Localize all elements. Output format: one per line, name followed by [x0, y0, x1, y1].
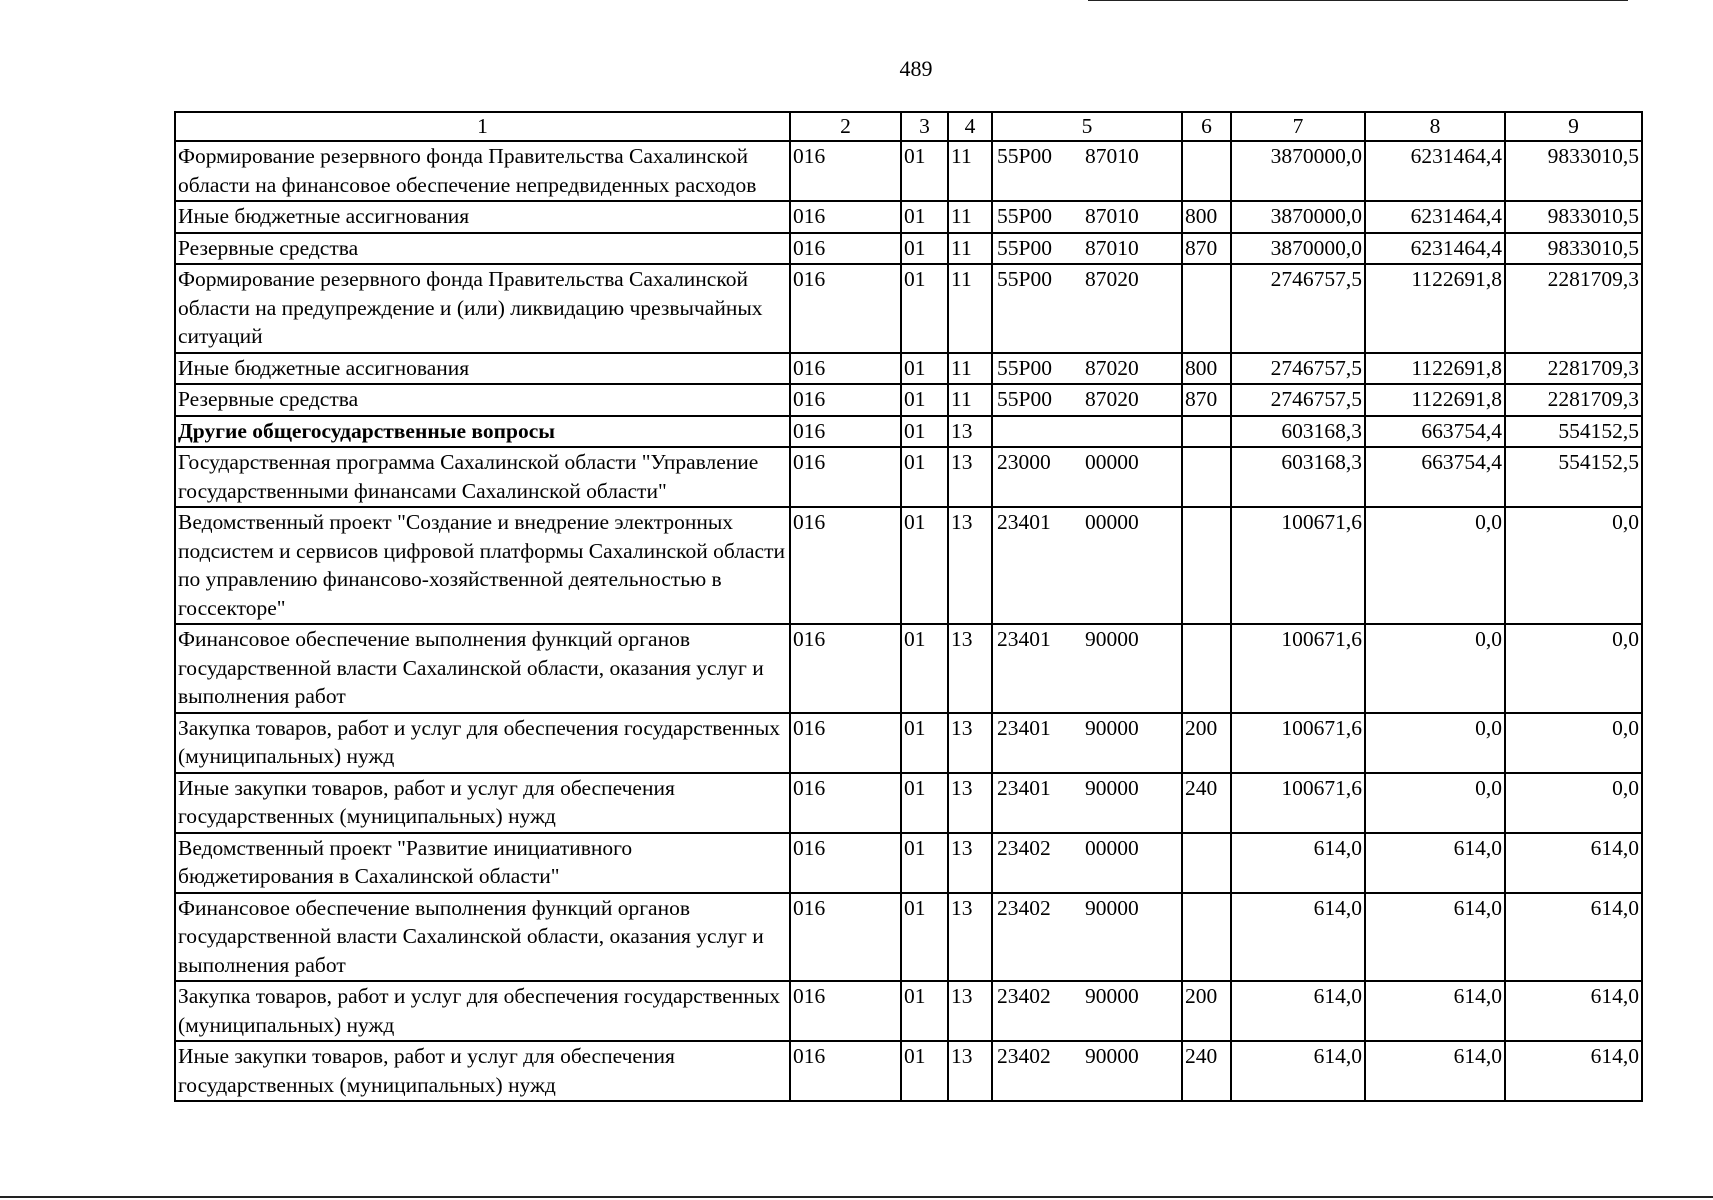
subsection-code-cell: 13	[948, 507, 992, 624]
target-article-cell	[992, 233, 1182, 265]
target-article-part-2: 87020	[1085, 387, 1139, 411]
target-article-part-2: 00000	[1085, 450, 1139, 474]
target-article-part-2: 00000	[1085, 835, 1139, 860]
amount-year-2-cell: 614,0	[1365, 981, 1505, 1041]
target-article-part-2: 90000	[1085, 1044, 1139, 1068]
amount-year-1-cell: 3870000,0	[1231, 141, 1365, 201]
subsection-code-cell: 11	[948, 264, 992, 353]
ministry-code-cell: 016	[790, 713, 901, 773]
target-article-cell	[992, 447, 1182, 507]
target-article-part-2: 00000	[1085, 510, 1139, 534]
subsection-code-cell: 11	[948, 233, 992, 265]
amount-year-1-cell: 614,0	[1231, 1041, 1365, 1101]
amount-year-1-cell: 614,0	[1231, 893, 1365, 982]
amount-year-1-cell: 614,0	[1231, 981, 1365, 1041]
table-row	[175, 384, 1642, 416]
row-name-cell: Иные закупки товаров, работ и услуг для обеспечения государственных (муниципальных) нужд	[175, 773, 790, 833]
target-article-part-2: 87020	[1085, 267, 1139, 291]
amount-year-3-cell: 554152,5	[1505, 416, 1642, 448]
target-article-part-2: 90000	[1085, 984, 1139, 1008]
row-name-cell: Иные закупки товаров, работ и услуг для обеспечения государственных (муниципальных) нужд	[175, 1041, 790, 1101]
amount-year-2-cell: 0,0	[1365, 624, 1505, 713]
amount-year-2-cell: 1122691,8	[1365, 264, 1505, 353]
subsection-code-cell: 13	[948, 893, 992, 982]
target-article-part-2: 87010	[1085, 235, 1139, 260]
section-code-cell: 01	[901, 713, 948, 773]
amount-year-1-cell: 100671,6	[1231, 507, 1365, 624]
target-article-part-2: 87020	[1085, 355, 1139, 380]
amount-year-1-cell: 2746757,5	[1231, 353, 1365, 385]
ministry-code-cell: 016	[790, 981, 901, 1041]
expense-type-cell	[1182, 893, 1231, 982]
target-article-part-1: 23401	[997, 775, 1051, 800]
target-article-part-2: 87010	[1085, 204, 1139, 228]
table-row	[175, 201, 1642, 233]
target-article-cell	[992, 981, 1182, 1041]
table-row	[175, 713, 1642, 773]
expense-type-cell: 800	[1182, 201, 1231, 233]
expense-type-cell	[1182, 416, 1231, 448]
row-name-cell: Ведомственный проект "Создание и внедрение электронных подсистем и сервисов цифровой платформы Сахалинской области по управлению финансово-хозяйственной деятельностью в госсекторе"	[175, 507, 790, 624]
expense-type-cell	[1182, 833, 1231, 893]
amount-year-2-cell: 6231464,4	[1365, 201, 1505, 233]
table-row	[175, 141, 1642, 201]
amount-year-1-cell: 2746757,5	[1231, 264, 1365, 353]
amount-year-2-cell: 6231464,4	[1365, 141, 1505, 201]
header-cell-4: 4	[948, 112, 992, 141]
subsection-code-cell: 13	[948, 1041, 992, 1101]
section-code-cell: 01	[901, 416, 948, 448]
expense-type-cell	[1182, 141, 1231, 201]
subsection-code-cell: 11	[948, 141, 992, 201]
subsection-code-cell: 13	[948, 447, 992, 507]
amount-year-3-cell: 0,0	[1505, 624, 1642, 713]
expense-type-cell: 240	[1182, 1041, 1231, 1101]
target-article-part-2: 90000	[1085, 775, 1139, 800]
row-name-cell: Ведомственный проект "Развитие инициативного бюджетирования в Сахалинской области"	[175, 833, 790, 893]
scan-top-rule	[1088, 0, 1628, 1]
amount-year-1-cell: 603168,3	[1231, 447, 1365, 507]
table-row	[175, 773, 1642, 833]
section-code-cell: 01	[901, 773, 948, 833]
table-row	[175, 893, 1642, 982]
header-cell-5: 5	[992, 112, 1182, 141]
amount-year-3-cell: 614,0	[1505, 981, 1642, 1041]
target-article-part-1: 23402	[997, 895, 1051, 920]
expense-type-cell: 200	[1182, 713, 1231, 773]
row-name-cell: Государственная программа Сахалинской области "Управление государственными финансами Сахалинской области"	[175, 447, 790, 507]
subsection-code-cell: 13	[948, 773, 992, 833]
section-code-cell: 01	[901, 893, 948, 982]
amount-year-1-cell: 3870000,0	[1231, 233, 1365, 265]
amount-year-1-cell: 3870000,0	[1231, 201, 1365, 233]
amount-year-1-cell: 2746757,5	[1231, 384, 1365, 416]
target-article-cell	[992, 264, 1182, 353]
section-code-cell: 01	[901, 353, 948, 385]
target-article-cell	[992, 713, 1182, 773]
target-article-part-1: 55Р00	[997, 204, 1052, 228]
target-article-part-2: 90000	[1085, 627, 1139, 651]
target-article-cell	[992, 833, 1182, 893]
ministry-code-cell: 016	[790, 447, 901, 507]
section-code-cell: 01	[901, 141, 948, 201]
expense-type-cell	[1182, 507, 1231, 624]
expense-type-cell: 870	[1182, 233, 1231, 265]
table-row	[175, 353, 1642, 385]
subsection-code-cell: 11	[948, 201, 992, 233]
target-article-part-1: 55Р00	[997, 387, 1052, 411]
table-body	[175, 141, 1642, 1101]
amount-year-3-cell: 9833010,5	[1505, 233, 1642, 265]
table-row	[175, 264, 1642, 353]
amount-year-2-cell: 614,0	[1365, 893, 1505, 982]
target-article-part-1: 23402	[997, 835, 1051, 860]
header-cell-2: 2	[790, 112, 901, 141]
table-row	[175, 833, 1642, 893]
ministry-code-cell: 016	[790, 353, 901, 385]
ministry-code-cell: 016	[790, 201, 901, 233]
ministry-code-cell: 016	[790, 264, 901, 353]
ministry-code-cell: 016	[790, 833, 901, 893]
table-row	[175, 416, 1642, 448]
section-code-cell: 01	[901, 447, 948, 507]
subsection-code-cell: 13	[948, 981, 992, 1041]
target-article-cell	[992, 353, 1182, 385]
expense-type-cell: 240	[1182, 773, 1231, 833]
target-article-part-1: 55Р00	[997, 144, 1052, 168]
table-row	[175, 447, 1642, 507]
row-name-cell: Закупка товаров, работ и услуг для обеспечения государственных (муниципальных) нужд	[175, 713, 790, 773]
budget-table	[174, 111, 1643, 1102]
target-article-part-1: 23401	[997, 627, 1051, 651]
target-article-cell	[992, 893, 1182, 982]
section-code-cell: 01	[901, 507, 948, 624]
amount-year-2-cell: 6231464,4	[1365, 233, 1505, 265]
amount-year-2-cell: 0,0	[1365, 713, 1505, 773]
section-code-cell: 01	[901, 201, 948, 233]
section-code-cell: 01	[901, 624, 948, 713]
amount-year-3-cell: 614,0	[1505, 1041, 1642, 1101]
target-article-part-1: 23402	[997, 984, 1051, 1008]
header-cell-6: 6	[1182, 112, 1231, 141]
ministry-code-cell: 016	[790, 384, 901, 416]
header-row	[175, 112, 1642, 141]
subsection-code-cell: 13	[948, 416, 992, 448]
table-row	[175, 233, 1642, 265]
row-name-cell: Закупка товаров, работ и услуг для обеспечения государственных (муниципальных) нужд	[175, 981, 790, 1041]
row-name-cell: Другие общегосударственные вопросы	[175, 416, 790, 448]
amount-year-2-cell: 614,0	[1365, 1041, 1505, 1101]
ministry-code-cell: 016	[790, 1041, 901, 1101]
target-article-part-1: 55Р00	[997, 235, 1052, 260]
amount-year-3-cell: 9833010,5	[1505, 201, 1642, 233]
amount-year-3-cell: 2281709,3	[1505, 353, 1642, 385]
row-name-cell: Финансовое обеспечение выполнения функций органов государственной власти Сахалинской области, оказания услуг и выполнения работ	[175, 893, 790, 982]
target-article-part-1: 23402	[997, 1044, 1051, 1068]
row-name-cell: Иные бюджетные ассигнования	[175, 353, 790, 385]
section-code-cell: 01	[901, 384, 948, 416]
target-article-cell	[992, 416, 1182, 448]
amount-year-3-cell: 614,0	[1505, 893, 1642, 982]
target-article-part-1: 23000	[997, 450, 1051, 474]
target-article-cell	[992, 624, 1182, 713]
table-row	[175, 624, 1642, 713]
amount-year-2-cell: 663754,4	[1365, 447, 1505, 507]
section-code-cell: 01	[901, 233, 948, 265]
amount-year-2-cell: 614,0	[1365, 833, 1505, 893]
subsection-code-cell: 13	[948, 713, 992, 773]
section-code-cell: 01	[901, 833, 948, 893]
target-article-part-2: 90000	[1085, 895, 1139, 920]
target-article-cell	[992, 201, 1182, 233]
ministry-code-cell: 016	[790, 773, 901, 833]
target-article-cell	[992, 141, 1182, 201]
header-cell-9: 9	[1505, 112, 1642, 141]
amount-year-1-cell: 100671,6	[1231, 773, 1365, 833]
amount-year-1-cell: 100671,6	[1231, 624, 1365, 713]
target-article-cell	[992, 773, 1182, 833]
table-row	[175, 981, 1642, 1041]
header-cell-8: 8	[1365, 112, 1505, 141]
amount-year-3-cell: 554152,5	[1505, 447, 1642, 507]
amount-year-2-cell: 0,0	[1365, 507, 1505, 624]
subsection-code-cell: 11	[948, 384, 992, 416]
expense-type-cell: 200	[1182, 981, 1231, 1041]
section-code-cell: 01	[901, 264, 948, 353]
header-cell-3: 3	[901, 112, 948, 141]
ministry-code-cell: 016	[790, 507, 901, 624]
row-name-cell: Формирование резервного фонда Правительства Сахалинской области на предупреждение и (или) ликвидацию чрезвычайных ситуаций	[175, 264, 790, 353]
target-article-cell	[992, 1041, 1182, 1101]
amount-year-3-cell: 2281709,3	[1505, 384, 1642, 416]
amount-year-3-cell: 614,0	[1505, 833, 1642, 893]
ministry-code-cell: 016	[790, 416, 901, 448]
target-article-part-1: 23401	[997, 510, 1051, 534]
subsection-code-cell: 13	[948, 624, 992, 713]
amount-year-3-cell: 2281709,3	[1505, 264, 1642, 353]
row-name-cell: Формирование резервного фонда Правительства Сахалинской области на финансовое обеспечение непредвиденных расходов	[175, 141, 790, 201]
row-name-cell: Резервные средства	[175, 233, 790, 265]
amount-year-2-cell: 1122691,8	[1365, 353, 1505, 385]
amount-year-3-cell: 0,0	[1505, 713, 1642, 773]
expense-type-cell	[1182, 624, 1231, 713]
table-row	[175, 507, 1642, 624]
target-article-part-2: 90000	[1085, 715, 1139, 740]
amount-year-1-cell: 603168,3	[1231, 416, 1365, 448]
header-cell-1: 1	[175, 112, 790, 141]
ministry-code-cell: 016	[790, 624, 901, 713]
ministry-code-cell: 016	[790, 141, 901, 201]
page-number: 489	[899, 56, 933, 81]
header-cell-7: 7	[1231, 112, 1365, 141]
amount-year-3-cell: 0,0	[1505, 773, 1642, 833]
expense-type-cell	[1182, 264, 1231, 353]
expense-type-cell	[1182, 447, 1231, 507]
expense-type-cell: 800	[1182, 353, 1231, 385]
amount-year-3-cell: 9833010,5	[1505, 141, 1642, 201]
scan-bottom-rule	[0, 1196, 1713, 1198]
target-article-cell	[992, 507, 1182, 624]
row-name-cell: Иные бюджетные ассигнования	[175, 201, 790, 233]
ministry-code-cell: 016	[790, 893, 901, 982]
ministry-code-cell: 016	[790, 233, 901, 265]
subsection-code-cell: 13	[948, 833, 992, 893]
expense-type-cell: 870	[1182, 384, 1231, 416]
amount-year-2-cell: 0,0	[1365, 773, 1505, 833]
row-name-cell: Резервные средства	[175, 384, 790, 416]
target-article-part-1: 55Р00	[997, 267, 1052, 291]
target-article-part-1: 55Р00	[997, 355, 1052, 380]
table-row	[175, 1041, 1642, 1101]
subsection-code-cell: 11	[948, 353, 992, 385]
amount-year-3-cell: 0,0	[1505, 507, 1642, 624]
amount-year-2-cell: 1122691,8	[1365, 384, 1505, 416]
section-code-cell: 01	[901, 1041, 948, 1101]
amount-year-2-cell: 663754,4	[1365, 416, 1505, 448]
amount-year-1-cell: 100671,6	[1231, 713, 1365, 773]
section-code-cell: 01	[901, 981, 948, 1041]
row-name-cell: Финансовое обеспечение выполнения функций органов государственной власти Сахалинской области, оказания услуг и выполнения работ	[175, 624, 790, 713]
target-article-part-1: 23401	[997, 715, 1051, 740]
amount-year-1-cell: 614,0	[1231, 833, 1365, 893]
target-article-part-2: 87010	[1085, 144, 1139, 168]
target-article-cell	[992, 384, 1182, 416]
